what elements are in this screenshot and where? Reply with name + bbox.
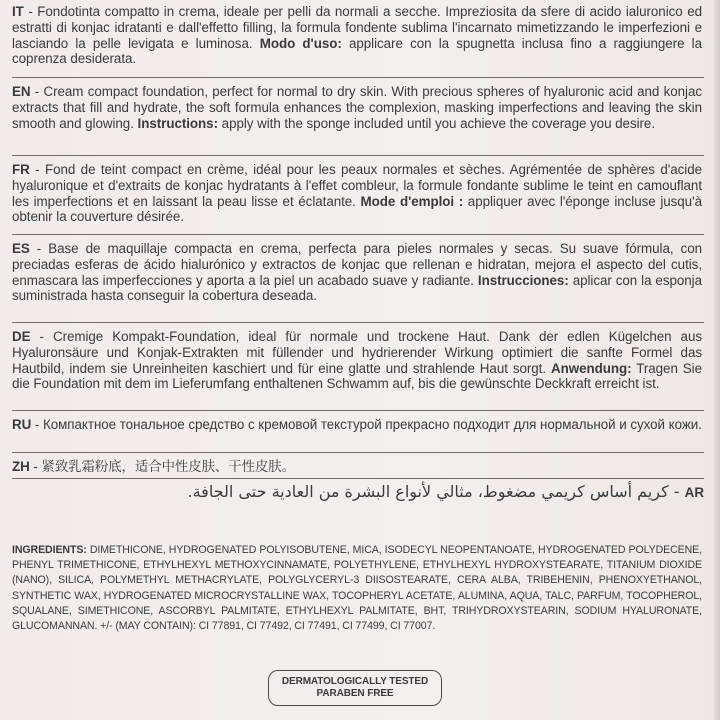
section-body: - Base de maquillaje compacta en crema, perfecta para pieles normales y secas. Su suave fórmula, con preciadas esferas de ácido hialurónico y extractos de konjac que rellenan e hidratan, mejora el aspecto del cutis, enmascara las imperfecciones y aporta a la piel un acabado suave y radiante. bbox=[12, 241, 702, 288]
section-code: EN bbox=[12, 84, 31, 99]
divider bbox=[12, 322, 704, 323]
instructions-label: Instructions: bbox=[137, 115, 218, 131]
instructions-label: Anwendung: bbox=[550, 360, 632, 376]
instructions-label: Modo d'uso: bbox=[259, 35, 342, 51]
instructions-label: Instrucciones: bbox=[477, 272, 569, 288]
section-body: - Cream compact foundation, perfect for normal to dry skin. With precious spheres of hyaluronic acid and konjac extracts that fill and hydrate, the soft formula enhances the complexion, masking imperfections and leaving the skin smooth and glowing. bbox=[12, 84, 702, 131]
ingredients-label: INGREDIENTS: bbox=[12, 544, 87, 556]
section-code: ES bbox=[12, 241, 30, 256]
section-es bbox=[12, 241, 702, 304]
section-body: - 紧致乳霜粉底，适合中性皮肤、干性皮肤。 bbox=[29, 459, 295, 474]
section-code: IT bbox=[12, 4, 24, 19]
divider bbox=[12, 410, 704, 411]
instructions-text: aplicar con la esponja suministrada hasta conseguir la cobertura deseada. bbox=[12, 272, 702, 304]
section-code: RU bbox=[12, 417, 32, 432]
section-fr bbox=[12, 162, 702, 225]
badge-line-paraben-free: PARABEN FREE bbox=[316, 688, 394, 699]
ingredients-text: DIMETHICONE, HYDROGENATED POLYISOBUTENE, MICA, ISODECYL NEOPENTANOATE, HYDROGENATED POLYDECENE, PHENYL TRIMETHICONE, ETHYLHEXYL METHOXYCINNAMATE, POLYETHYLENE, ETHYLHEXYL HYDROXYSTEARATE, TITANIUM DIOXIDE (NANO), SILICA, POLYMETHYL METHACRYLATE, POLYGLYCERYL-3 DIISOSTEARATE, CERA ALBA, TRIBEHENIN, PHENOXYETHANOL, SYNTHETIC WAX, HYDROGENATED MICROCRYSTALLINE WAX, TOCOPHERYL ACETATE, ALUMINA, AQUA, TALC, PARFUM, TOCOPHEROL, SQUALANE, SIMETHICONE, ASCORBYL PALMITATE, ETHYLHEXYL PALMITATE, BHT, TRIHYDROXYSTEARIN, SODIUM HYALURONATE, GLUCOMANNAN. +/- (MAY CONTAIN): CI 77891, CI 77492, CI 77491, CI 77499, CI 77007. bbox=[12, 544, 702, 633]
badge-line-dermatologically-tested: DERMATOLOGICALLY TESTED bbox=[281, 676, 429, 687]
instructions-text: Tragen Sie die Foundation mit dem im Lieferumfang enthaltenen Schwamm auf, bis die gewünschte Deckkraft erreicht ist. bbox=[12, 360, 702, 392]
section-ar: كريم أساس كريمي مضغوط، مثالي لأنواع البشرة من العادية حتى الجافة. - AR bbox=[187, 482, 704, 501]
section-body: - Fondotinta compatto in crema, ideale per pelli da normali a secche. Impreziosita da sfere di acido ialuronico ed estratti di konjac idratanti e dall'effetto filling, la formula fondente sublima l'incarnato mimetizzando le imperfezioni e lasciando la pelle levigata e luminosa. bbox=[12, 4, 702, 51]
instructions-text: apply with the sponge included until you achieve the coverage you desire. bbox=[218, 115, 655, 131]
instructions-text: appliquer avec l'éponge incluse jusqu'à obtenir la couverture désirée. bbox=[12, 193, 702, 225]
section-it bbox=[12, 4, 702, 67]
section-de bbox=[12, 329, 702, 392]
divider bbox=[12, 452, 704, 453]
instructions-label: Mode d'emploi : bbox=[360, 193, 464, 209]
section-body: كريم أساس كريمي مضغوط، مثالي لأنواع البشرة من العادية حتى الجافة. bbox=[187, 482, 669, 501]
section-code: ZH bbox=[12, 459, 30, 474]
section-body: - Компактное тональное средство с кремовой текстурой прекрасно подходит для нормальной и сухой кожи. bbox=[31, 417, 702, 432]
certification-badge bbox=[268, 670, 442, 706]
section-ru bbox=[12, 417, 702, 433]
section-body: - Fond de teint compact en crème, idéal pour les peaux normales et sèches. Agrémentée de sphères d'acide hyaluronique et d'extraits de konjac hydratants à l'effet combleur, la formule fondante sublime le teint en camouflant les imperfections et en laissant la peau lisse et éclatante. bbox=[12, 162, 702, 209]
section-en bbox=[12, 84, 702, 131]
instructions-text: applicare con la spugnetta inclusa fino a raggiungere la coprenza desiderata. bbox=[12, 35, 702, 67]
section-zh bbox=[12, 459, 702, 475]
divider bbox=[12, 155, 704, 156]
section-code: FR bbox=[12, 162, 30, 177]
ingredients-list bbox=[12, 543, 702, 634]
divider bbox=[12, 77, 704, 78]
section-code: DE bbox=[12, 329, 31, 344]
section-body: - Cremige Kompakt-Foundation, ideal für normale und trockene Haut. Dank der edlen Kügelchen aus Hyaluronsäure und Konjak-Extrakten mit füllender und hydrierender Wirkung optimiert die sanfte Formel das Hautbild, indem sie Unreinheiten kaschiert und für eine glatte und strahlende Haut sorgt. bbox=[12, 329, 702, 376]
divider bbox=[12, 478, 704, 479]
divider bbox=[12, 234, 704, 235]
section-code: AR bbox=[684, 485, 704, 500]
box-edge bbox=[714, 0, 720, 720]
